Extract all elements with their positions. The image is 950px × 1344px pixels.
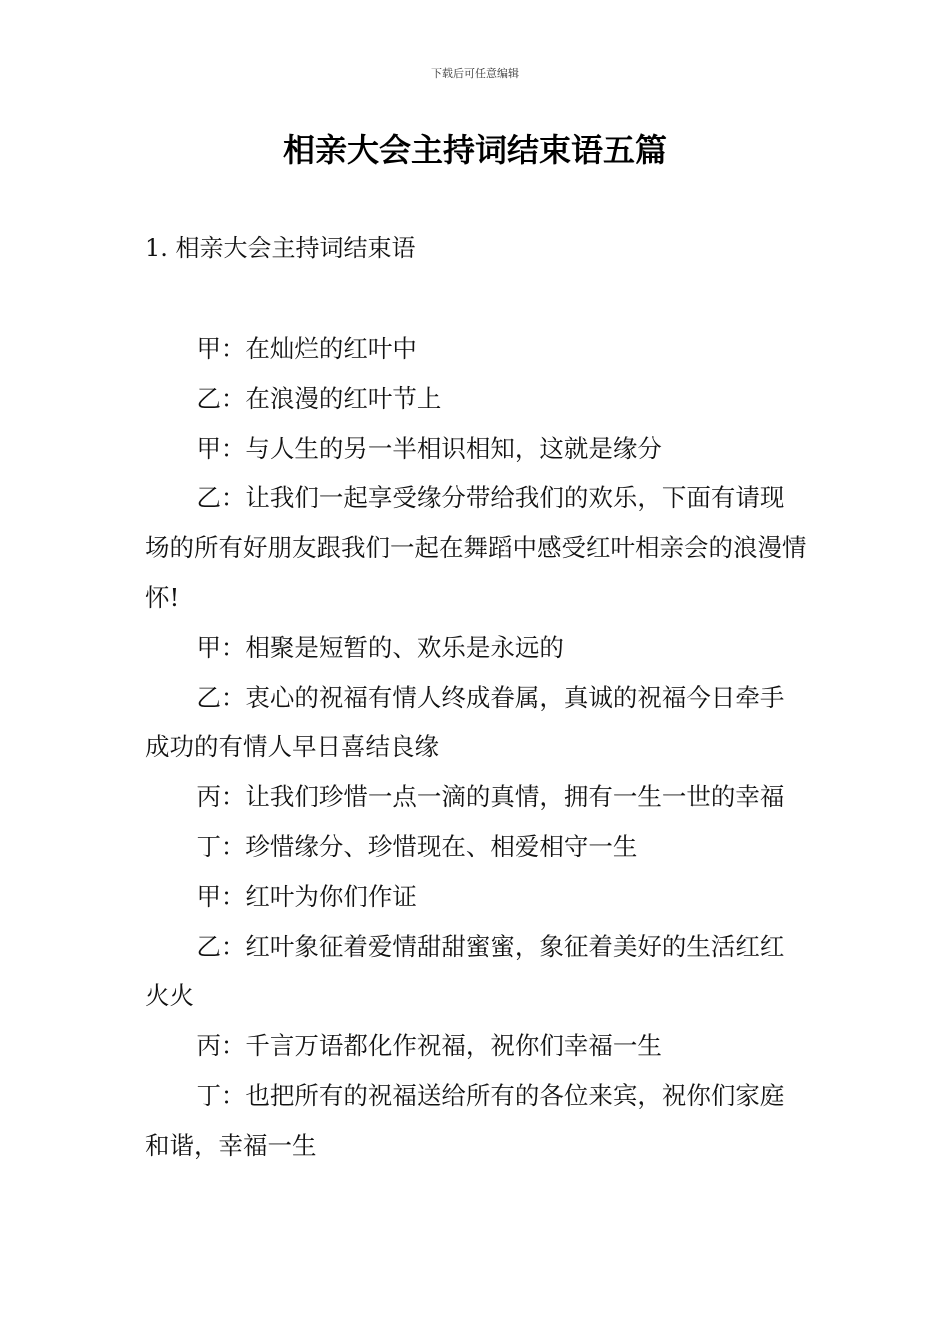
paragraph: 丙：让我们珍惜一点一滴的真情，拥有一生一世的幸福	[196, 782, 785, 812]
paragraph: 丙：千言万语都化作祝福，祝你们幸福一生	[196, 1031, 662, 1061]
paragraph: 甲：在灿烂的红叶中	[196, 334, 417, 363]
paragraph: 甲：红叶为你们作证	[196, 881, 417, 911]
body-text	[145, 324, 807, 1171]
paragraph: 甲：相聚是短暂的、欢乐是永远的	[196, 632, 564, 662]
header-note: 下载后可任意编辑	[431, 67, 519, 80]
paragraph: 丁：珍惜缘分、珍惜现在、相爱相守一生	[196, 831, 638, 861]
paragraph: 乙：让我们一起享受缘分带给我们的欢乐，下面有请现场的所有好朋友跟我们一起在舞蹈中感受红叶相亲会的浪漫情怀!	[145, 483, 807, 612]
document-title: 相亲大会主持词结束语五篇	[282, 131, 667, 169]
paragraph: 乙：在浪漫的红叶节上	[196, 383, 442, 413]
paragraph: 丁：也把所有的祝福送给所有的各位来宾，祝你们家庭和谐，幸福一生	[145, 1080, 785, 1160]
section-heading: 1. 相亲大会主持词结束语	[145, 234, 416, 262]
paragraph: 乙：红叶象征着爱情甜甜蜜蜜，象征着美好的生活红红火火	[145, 931, 785, 1011]
paragraph: 乙：衷心的祝福有情人终成眷属，真诚的祝福今日牵手成功的有情人早日喜结良缘	[145, 682, 785, 762]
paragraph: 甲：与人生的另一半相识相知，这就是缘分	[196, 433, 662, 463]
